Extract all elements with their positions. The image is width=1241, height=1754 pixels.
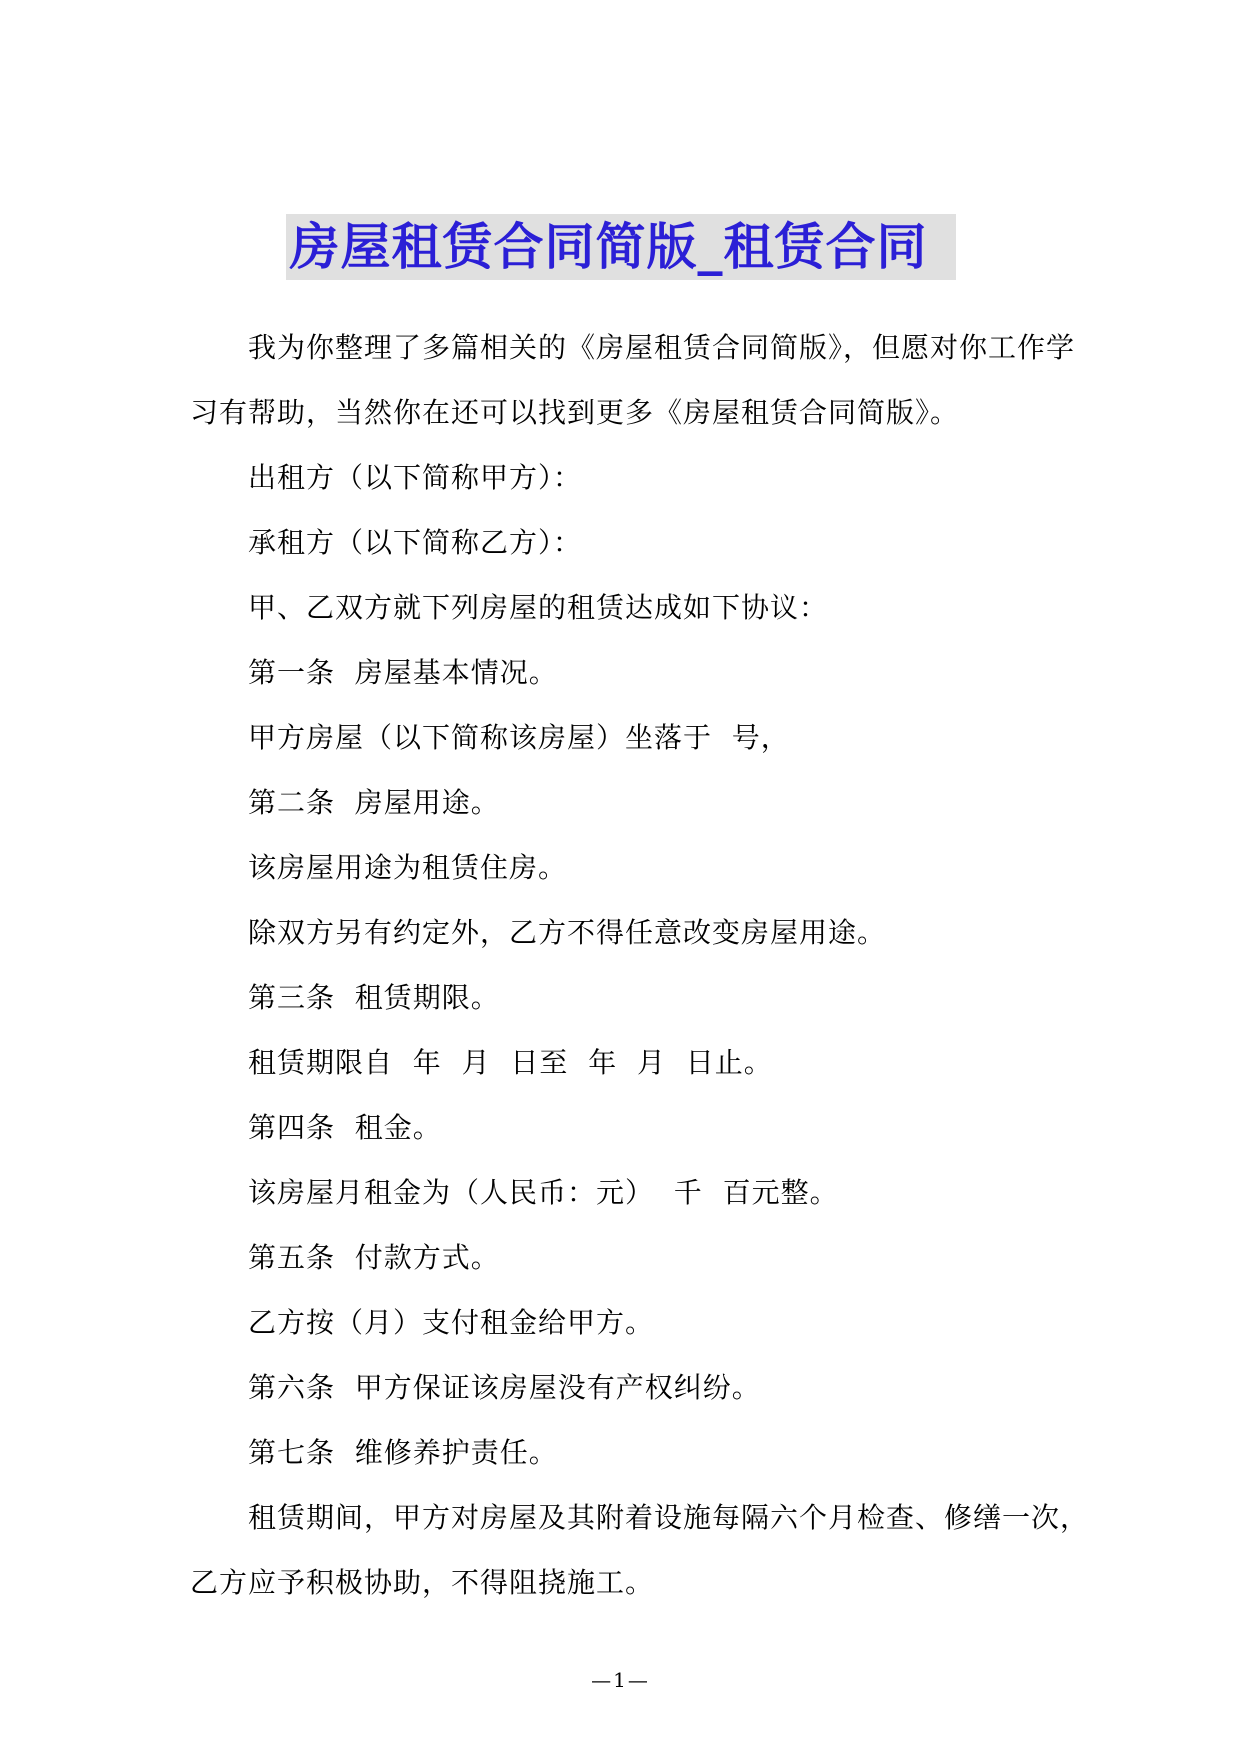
paragraph: 租赁期限自 年 月 日至 年 月 日止。 (248, 1046, 773, 1079)
paragraph: 第四条 租金。 (248, 1111, 442, 1144)
paragraph: 第二条 房屋用途。 (248, 786, 500, 819)
title-container (0, 214, 1241, 280)
paragraph: 第三条 租赁期限。 (248, 981, 500, 1014)
paragraph: 出租方（以下简称甲方）： (248, 461, 583, 494)
paragraph: 该房屋用途为租赁住房。 (248, 851, 568, 884)
paragraph: 承租方（以下简称乙方）： (248, 526, 583, 559)
paragraph: 除双方另有约定外，乙方不得任意改变房屋用途。 (248, 916, 887, 949)
paragraph: 甲方房屋（以下简称该房屋）坐落于 号， (248, 721, 790, 754)
document-title: 房屋租赁合同简版_租赁合同 (286, 214, 956, 280)
paragraph: 第六条 甲方保证该房屋没有产权纠纷。 (248, 1371, 761, 1404)
page-number: —1— (591, 1668, 650, 1692)
document-body (190, 315, 1090, 1615)
paragraph: 该房屋月租金为（人民币：元） 千 百元整。 (248, 1176, 839, 1209)
paragraph: 第五条 付款方式。 (248, 1241, 500, 1274)
paragraph: 甲、乙双方就下列房屋的租赁达成如下协议： (248, 591, 829, 624)
paragraph: 租赁期间，甲方对房屋及其附着设施每隔六个月检查、修缮一次，乙方应予积极协助，不得阻挠施工。 (190, 1501, 1090, 1599)
paragraph: 我为你整理了多篇相关的《房屋租赁合同简版》，但愿对你工作学习有帮助，当然你在还可以找到更多《房屋租赁合同简版》。 (190, 331, 1076, 429)
paragraph: 乙方按（月）支付租金给甲方。 (248, 1306, 655, 1339)
paragraph: 第一条 房屋基本情况。 (248, 656, 558, 689)
paragraph: 第七条 维修养护责任。 (248, 1436, 558, 1469)
